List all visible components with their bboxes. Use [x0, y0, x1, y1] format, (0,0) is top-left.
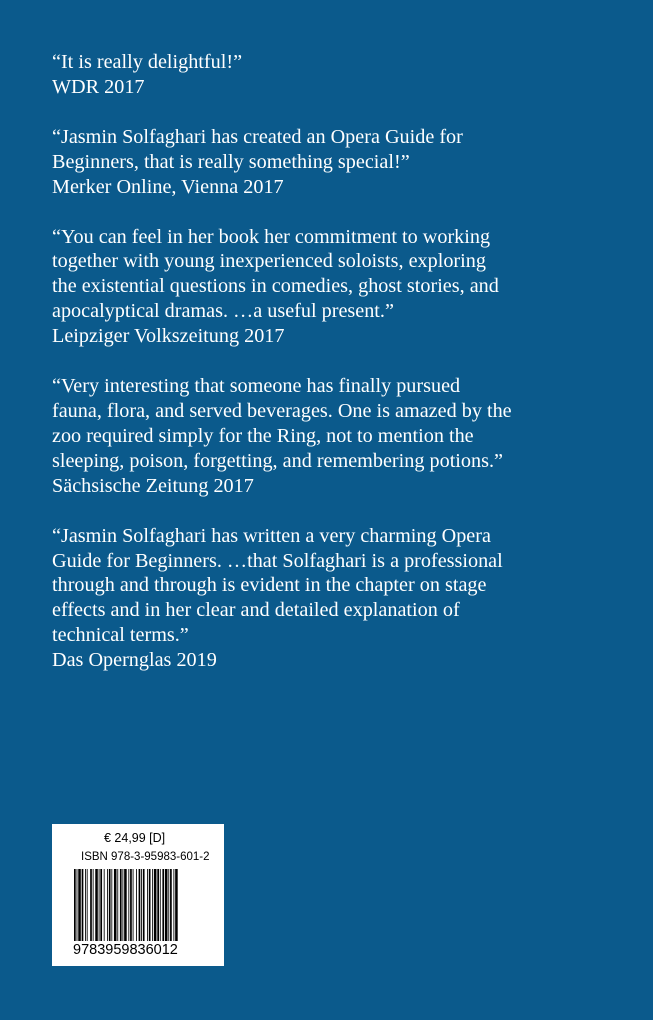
review-line: Guide for Beginners. …that Solfaghari is a professional — [52, 549, 503, 572]
barcode-bar — [100, 869, 102, 941]
review-line: sleeping, poison, forgetting, and remembering potions.” — [52, 449, 503, 472]
barcode-bar — [170, 869, 172, 941]
barcode-bar — [141, 869, 142, 941]
barcode-bar — [114, 869, 117, 941]
review-line: “Very interesting that someone has finally pursued — [52, 375, 461, 398]
ean-number: 9783959836012 — [73, 942, 178, 958]
barcode-bar — [128, 869, 129, 941]
barcode-bar — [104, 869, 105, 941]
barcode-bar — [77, 869, 78, 941]
review-line: “It is really delightful!” — [52, 51, 243, 73]
barcode-bar — [152, 869, 153, 941]
review-5 — [52, 524, 632, 673]
review-source: Leipziger Volkszeitung 2017 — [52, 325, 285, 348]
barcode-bar — [136, 869, 137, 941]
barcode-bar — [95, 869, 98, 941]
review-4 — [52, 374, 632, 499]
review-line: “Jasmin Solfaghari has written a very charming Opera — [52, 524, 491, 547]
barcode-bar — [130, 869, 132, 941]
barcode-bar — [173, 869, 174, 941]
isbn-label: ISBN 978-3-95983-601-2 — [81, 851, 210, 863]
barcode-bar — [85, 869, 86, 941]
barcode-bar — [120, 869, 122, 941]
barcode-bar — [139, 869, 141, 941]
barcode-bar — [82, 869, 84, 941]
review-source: WDR 2017 — [52, 75, 145, 98]
barcode-bar — [165, 869, 168, 941]
barcode-bar — [154, 869, 157, 941]
review-line: through and through is evident in the chapter on stage — [52, 574, 487, 597]
barcode-bar — [143, 869, 145, 941]
review-1 — [52, 50, 632, 100]
barcode-bar — [162, 869, 164, 941]
barcode-bar — [111, 869, 112, 941]
review-line: “Jasmin Solfaghari has created an Opera Guide for — [52, 125, 463, 148]
review-2 — [52, 125, 632, 200]
barcode-bar — [99, 869, 100, 941]
barcode-label — [52, 824, 224, 966]
barcode-bar — [90, 869, 92, 941]
barcode-bar — [160, 869, 161, 941]
review-line: effects and in her clear and detailed explanation of — [52, 599, 460, 622]
barcode-icon — [74, 869, 202, 941]
review-source: Sächsische Zeitung 2017 — [52, 474, 254, 497]
barcode-bar — [93, 869, 94, 941]
review-line: together with young inexperienced soloists, exploring — [52, 250, 486, 273]
reviews-section — [52, 50, 632, 698]
price-label: € 24,99 [D] — [104, 831, 166, 845]
review-line: Beginners, that is really something special!” — [52, 150, 410, 173]
barcode-bar — [109, 869, 111, 941]
review-source: Merker Online, Vienna 2017 — [52, 175, 284, 198]
barcode-bar — [147, 869, 148, 941]
barcode-bar — [124, 869, 127, 941]
barcode-bar — [74, 869, 76, 941]
barcode-bar — [78, 869, 81, 941]
review-line: the existential questions in comedies, ghost stories, and — [52, 275, 499, 298]
barcode-bar — [107, 869, 108, 941]
barcode-bar — [122, 869, 123, 941]
review-line: technical terms.” — [52, 624, 189, 647]
review-line: “You can feel in her book her commitment to working — [52, 225, 491, 248]
barcode-bar — [133, 869, 134, 941]
barcode-bar — [149, 869, 151, 941]
review-source: Das Opernglas 2019 — [52, 649, 217, 672]
barcode-bar — [87, 869, 88, 941]
barcode-bar — [117, 869, 118, 941]
review-3 — [52, 225, 632, 350]
barcode-bar — [168, 869, 169, 941]
barcode-bar — [175, 869, 178, 941]
review-line: zoo required simply for the Ring, not to mention the — [52, 424, 474, 447]
review-line: apocalyptical dramas. …a useful present.” — [52, 300, 394, 323]
barcode-bar — [157, 869, 159, 941]
review-line: fauna, flora, and served beverages. One is amazed by the — [52, 399, 512, 422]
